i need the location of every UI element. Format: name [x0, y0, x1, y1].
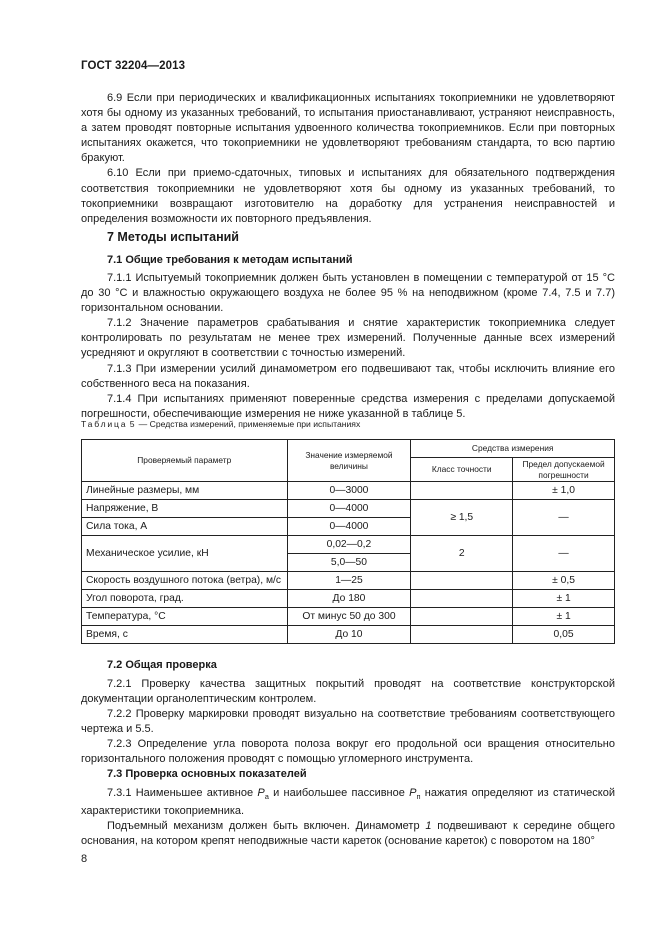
block-7-1 [81, 271, 615, 422]
cell-class: ≥ 1,5 [411, 500, 513, 536]
symbol-p-active: P [257, 787, 265, 799]
cell-param: Механическое усилие, кН [82, 536, 288, 572]
cell-class [411, 608, 513, 626]
cell-value: 0—3000 [287, 482, 411, 500]
cell-param: Напряжение, В [82, 500, 288, 518]
symbol-p-passive: P [409, 787, 417, 799]
header-means: Средства измерения [411, 440, 615, 458]
cell-param: Линейные размеры, мм [82, 482, 288, 500]
header-param: Проверяемый параметр [82, 440, 288, 482]
measurement-table [81, 439, 615, 644]
section-7-1-heading: 7.1 Общие требования к методам испытаний [107, 254, 353, 266]
section-7-3-heading: 7.3 Проверка основных показателей [107, 768, 307, 780]
symbol-subscript: п [416, 792, 421, 802]
cell-param: Скорость воздушного потока (ветра), м/с [82, 572, 288, 590]
block-7-3 [81, 786, 615, 850]
text-run: и наибольшее пассивное [273, 787, 405, 799]
cell-value: От минус 50 до 300 [287, 608, 411, 626]
para-7-3-1 [81, 786, 615, 819]
table-row [82, 626, 615, 644]
header-class: Класс точности [411, 458, 513, 482]
cell-limit: 0,05 [513, 626, 615, 644]
para-lifting-mechanism [81, 819, 615, 849]
text-run: нажатия определяют из статической характеристики токоприемника. [81, 787, 615, 818]
page-number: 8 [81, 853, 88, 865]
symbol-subscript: а [264, 792, 269, 802]
cell-value: 0—4000 [287, 500, 411, 518]
cell-limit: ± 1 [513, 608, 615, 626]
table-row [82, 482, 615, 500]
table-row [82, 500, 615, 518]
text-run: 7.3.1 Наименьшее активное [107, 787, 254, 799]
text-run: Подъемный механизм должен быть включен. Динамометр [107, 820, 420, 833]
cell-limit: ± 1 [513, 590, 615, 608]
table-row [82, 590, 615, 608]
para-6-9: 6.9 Если при периодических и квалификационных испытаниях токоприемники не удовлетворяют хотя бы одному из указанных требований, то испытания приостанавливают, устраняют неисправность, а затем проводят повторные испытания удвоенного количества токоприемников. Если при повторных испытаниях окажется, что токоприемники не удовлетворяют требованиям стандарта, то всю партию бракуют. [81, 92, 615, 165]
cell-class [411, 590, 513, 608]
table-row [82, 536, 615, 554]
caption-number: 5 [129, 419, 137, 429]
para-7-1-4: 7.1.4 При испытаниях применяют поверенные средства измерения с пределами допускаемой погрешности, обеспечивающие измерения не ниже указанной в таблице 5. [81, 392, 615, 420]
cell-limit: — [513, 536, 615, 572]
cell-class [411, 626, 513, 644]
section-7-2-heading: 7.2 Общая проверка [107, 659, 217, 671]
cell-class: 2 [411, 536, 513, 572]
para-7-2-1: 7.2.1 Проверку качества защитных покрытий проводят на соответствие конструкторской документации органолептическим контролем. [81, 678, 615, 706]
cell-limit: ± 0,5 [513, 572, 615, 590]
caption-text: — Средства измерений, применяемые при испытаниях [138, 419, 361, 429]
cell-param: Время, с [82, 626, 288, 644]
para-6-10: 6.10 Если при приемо-сдаточных, типовых и испытаниях для обязательного подтверждения соответствия токоприемники не удовлетворяют хотя бы одному из указанных требований, то токоприемники возвращают изготовителю на доработку для устранения неисправностей и определения возможности их повторного предъявления. [81, 167, 615, 225]
block-6 [81, 91, 615, 227]
cell-limit: ± 1,0 [513, 482, 615, 500]
cell-param: Температура, °С [82, 608, 288, 626]
para-7-1-2: 7.1.2 Значение параметров срабатывания и снятие характеристик токоприемника следует контролировать по результатам не менее трех измерений. Полученные данные всех измерений усредняют и округляют в соответствии с точностью измерений. [81, 317, 615, 360]
para-7-1-3: 7.1.3 При измерении усилий динамометром его подвешивают так, чтобы исключить влияние его собственного веса на показания. [81, 362, 615, 390]
table-row [82, 608, 615, 626]
para-7-2-3: 7.2.3 Определение угла поворота полоза вокруг его продольной оси вращения относительно горизонтального положения проводят с помощью угломерного инструмента. [81, 738, 615, 766]
cell-param: Угол поворота, град. [82, 590, 288, 608]
text-run: подвешивают к середине общего основания, на котором крепят неподвижные части кареток (основание кареток) с поворотом на 180° [81, 820, 615, 848]
cell-class [411, 572, 513, 590]
table-caption [81, 419, 360, 429]
dynamometer-ref: 1 [425, 820, 432, 833]
header-limit: Предел допускаемой погрешности [513, 458, 615, 482]
cell-class [411, 482, 513, 500]
cell-value: До 10 [287, 626, 411, 644]
cell-value: 0,02—0,2 [287, 536, 411, 554]
cell-value: 5,0—50 [287, 554, 411, 572]
block-7-2 [81, 677, 615, 768]
cell-param: Сила тока, А [82, 518, 288, 536]
caption-label: Таблица [81, 419, 128, 429]
para-7-1-1: 7.1.1 Испытуемый токоприемник должен быть установлен в помещении с температурой от 15 °С до 30 °С и влажностью окружающего воздуха не более 95 % на неподвижном (кроме 7.4, 7.5 и 7.7) горизонтальном основании. [81, 272, 615, 315]
header-value: Значение измеряемой величины [287, 440, 411, 482]
para-7-2-2: 7.2.2 Проверку маркировки проводят визуально на соответствие требованиям соответствующего чертежа и 5.5. [81, 708, 615, 736]
cell-value: До 180 [287, 590, 411, 608]
cell-limit: — [513, 500, 615, 536]
cell-value: 0—4000 [287, 518, 411, 536]
page-header: ГОСТ 32204—2013 [81, 60, 186, 72]
section-7-heading: 7 Методы испытаний [107, 230, 239, 244]
table-row [82, 572, 615, 590]
cell-value: 1—25 [287, 572, 411, 590]
